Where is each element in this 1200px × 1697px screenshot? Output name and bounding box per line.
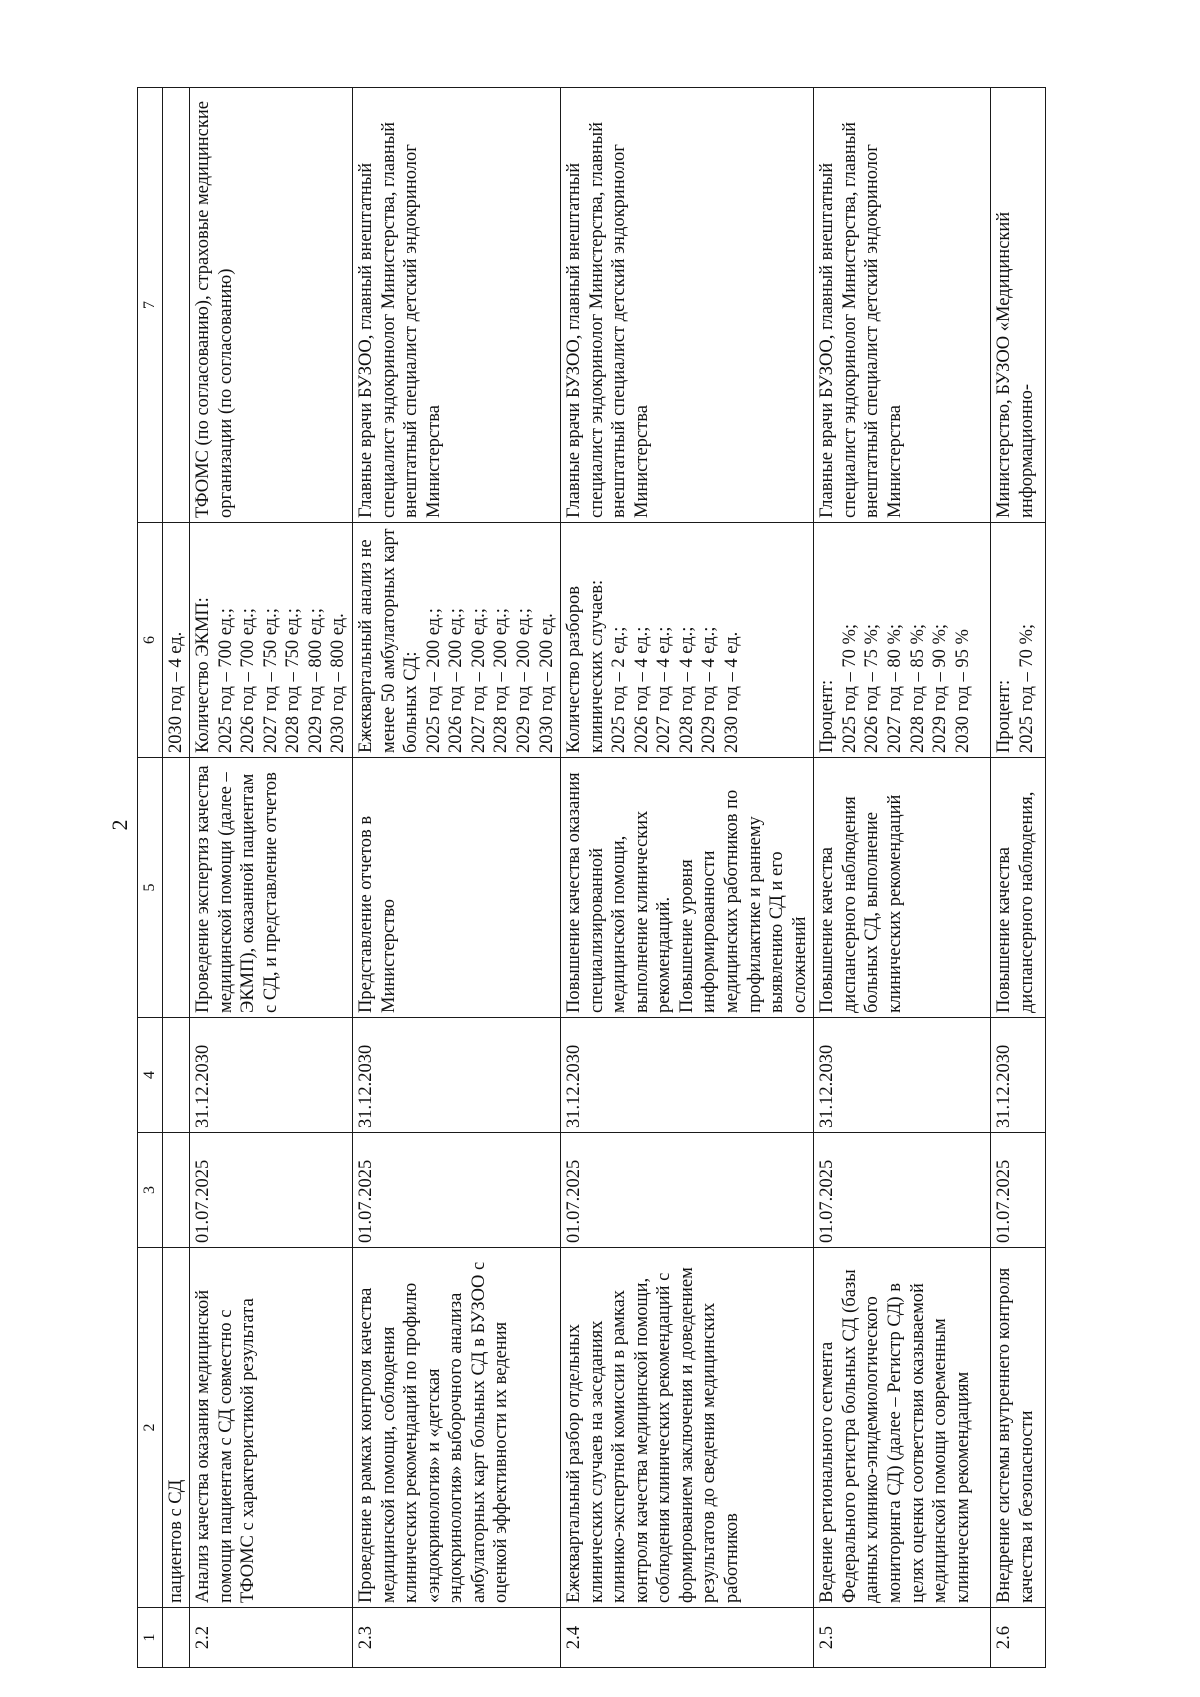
indicator: Ежеквартальный анализ не менее 50 амбулаторных карт больных СД: 2025 год – 200 ед.; 2026 год – 200 ед.; 2027 год – 200 ед.; 2028 год – 200 ед.; 2029 год – 200 ед.; 2030 год – 200 ед. xyxy=(353,523,561,758)
measure-name: Проведение в рамках контроля качества медицинской помощи, соблюдения клинических рекомендаций по профилю «эндокринология» и «детская эндокринология» выборочного анализа амбулаторных карт больных СД в БУЗОО с оценкой эффективности их ведения xyxy=(353,1248,561,1608)
start-date: 01.07.2025 xyxy=(190,1133,353,1248)
end-date: 31.12.2030 xyxy=(353,1018,561,1133)
header-cell: 2 xyxy=(138,1248,163,1608)
indicator: Количество разборов клинических случаев: 2025 год – 2 ед.; 2026 год – 4 ед.; 2027 год – 4 ед.; 2028 год – 4 ед.; 2029 год – 4 ед.; 2030 год – 4 ед. xyxy=(561,523,814,758)
table-row xyxy=(814,88,991,1668)
row-number: 2.6 xyxy=(991,1608,1046,1668)
indicator: Процент: 2025 год – 70 %; 2026 год – 75 %; 2027 год – 80 %; 2028 год – 85 %; 2029 год – 90 %; 2030 год – 95 % xyxy=(814,523,991,758)
header-cell: 6 xyxy=(138,523,163,758)
continuation-cell: 2030 год – 4 ед. xyxy=(162,523,190,758)
measures-table xyxy=(137,87,1046,1668)
end-date: 31.12.2030 xyxy=(561,1018,814,1133)
header-cell: 1 xyxy=(138,1608,163,1668)
responsible: Министерство, БУЗОО «Медицинский информационно- xyxy=(991,88,1046,523)
responsible: Главные врачи БУЗОО, главный внештатный специалист эндокринолог Министерства, главный внештатный специалист детский эндокринолог Министерства xyxy=(561,88,814,523)
expected-result: Повышение качества диспансерного наблюдения, xyxy=(991,758,1046,1018)
table-header-row xyxy=(138,88,163,1668)
continuation-row xyxy=(162,88,190,1668)
measure-name: Ежеквартальный разбор отдельных клинических случаев на заседаниях клинико-экспертной комиссии в рамках контроля качества медицинской помощи, соблюдения клинических рекомендаций с формированием заключения и доведением результатов до сведения медицинских работников xyxy=(561,1248,814,1608)
row-number: 2.4 xyxy=(561,1608,814,1668)
expected-result: Представление отчетов в Министерство xyxy=(353,758,561,1018)
measure-name: Анализ качества оказания медицинской помощи пациентам с СД совместно с ТФОМС с характеристикой результата xyxy=(190,1248,353,1608)
table-row xyxy=(561,88,814,1668)
measure-name: Внедрение системы внутреннего контроля качества и безопасности xyxy=(991,1248,1046,1608)
start-date: 01.07.2025 xyxy=(353,1133,561,1248)
row-number: 2.2 xyxy=(190,1608,353,1668)
header-cell: 4 xyxy=(138,1018,163,1133)
row-number: 2.5 xyxy=(814,1608,991,1668)
start-date: 01.07.2025 xyxy=(814,1133,991,1248)
end-date: 31.12.2030 xyxy=(991,1018,1046,1133)
table-row xyxy=(353,88,561,1668)
start-date: 01.07.2025 xyxy=(991,1133,1046,1248)
header-cell: 7 xyxy=(138,88,163,523)
responsible: Главные врачи БУЗОО, главный внештатный специалист эндокринолог Министерства, главный внештатный специалист детский эндокринолог Министерства xyxy=(353,88,561,523)
end-date: 31.12.2030 xyxy=(814,1018,991,1133)
indicator: Процент: 2025 год – 70 %; xyxy=(991,523,1046,758)
page-number: 2 xyxy=(107,819,132,831)
continuation-cell: пациентов с СД xyxy=(162,1248,190,1608)
table-row xyxy=(190,88,353,1668)
measure-name: Ведение регионального сегмента Федерального регистра больных СД (базы данных клинико-эпидемиологического мониторинга СД) (далее – Регистр СД) в целях оценки соответствия оказываемой медицинской помощи современным клиническим рекомендациям xyxy=(814,1248,991,1608)
expected-result: Проведение экспертиз качества медицинской помощи (далее – ЭКМП), оказанной пациентам с СД, и представление отчетов xyxy=(190,758,353,1018)
expected-result: Повышение качества диспансерного наблюдения больных СД, выполнение клинических рекомендаций xyxy=(814,758,991,1018)
expected-result: Повышение качества оказания специализированной медицинской помощи, выполнение клинических рекомендаций. Повышение уровня информированности медицинских работников по профилактике и раннему выявлению СД и его осложнений xyxy=(561,758,814,1018)
header-cell: 5 xyxy=(138,758,163,1018)
rotated-table-sheet xyxy=(137,88,1137,1668)
responsible: ТФОМС (по согласованию), страховые медицинские организации (по согласованию) xyxy=(190,88,353,523)
header-cell: 3 xyxy=(138,1133,163,1248)
row-number: 2.3 xyxy=(353,1608,561,1668)
indicator: Количество ЭКМП: 2025 год – 700 ед.; 2026 год – 700 ед.; 2027 год – 750 ед.; 2028 год – 750 ед.; 2029 год – 800 ед.; 2030 год – 800 ед. xyxy=(190,523,353,758)
responsible: Главные врачи БУЗОО, главный внештатный специалист эндокринолог Министерства, главный внештатный специалист детский эндокринолог Министерства xyxy=(814,88,991,523)
table-row xyxy=(991,88,1046,1668)
start-date: 01.07.2025 xyxy=(561,1133,814,1248)
end-date: 31.12.2030 xyxy=(190,1018,353,1133)
